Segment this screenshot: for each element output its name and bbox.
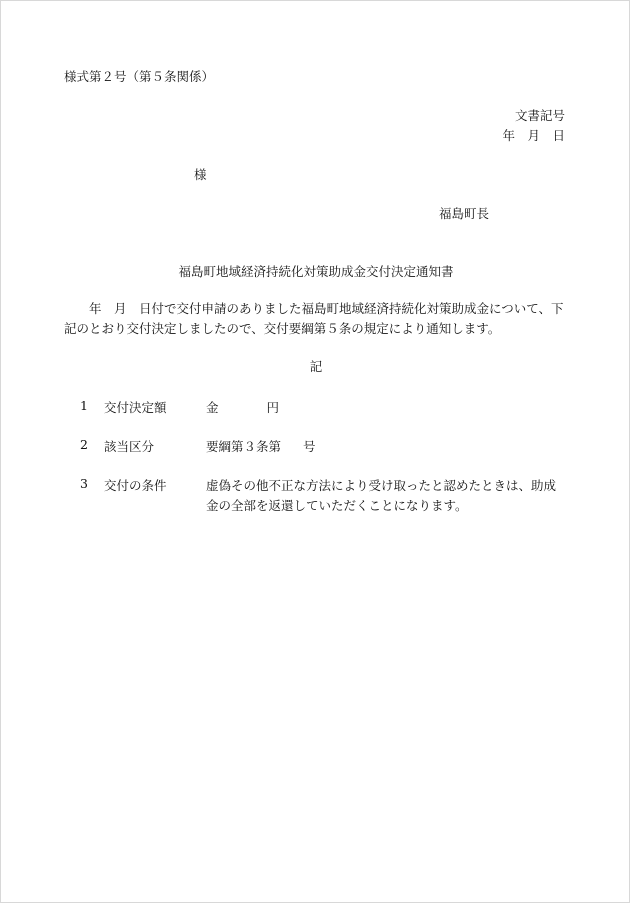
value-prefix: 金 (206, 400, 219, 415)
item-number: 1 (80, 398, 88, 413)
item-label: 交付の条件 (104, 478, 167, 493)
document-title: 福島町地域経済持続化対策助成金交付決定通知書 (178, 264, 454, 279)
item-label: 該当区分 (104, 439, 155, 454)
form-number: 様式第２号（第５条関係） (64, 69, 215, 84)
item-number: 3 (80, 476, 88, 491)
item-number: 2 (80, 437, 88, 452)
item-label: 交付決定額 (104, 400, 167, 415)
notice-body: 年 月 日付で交付申請のありました福島町地域経済持続化対策助成金について、下記のとおり交付決定しましたので、交付要綱第５条の規定により通知します。 (64, 301, 564, 336)
issue-date: 年 月 日 (502, 128, 565, 143)
ki-heading: 記 (309, 359, 323, 374)
recipient-suffix: 様 (194, 167, 207, 182)
item-value (206, 398, 279, 416)
sender-name: 福島町長 (438, 206, 489, 221)
item-value (206, 437, 316, 455)
item-value: 虚偽その他不正な方法により受け取ったと認めたときは、助成金の全部を返還していただくことになります。 (206, 478, 557, 513)
value-prefix: 要綱第３条第 (206, 439, 282, 454)
value-suffix: 号 (303, 439, 316, 454)
document-number-label: 文書記号 (514, 108, 565, 123)
value-suffix: 円 (266, 400, 280, 415)
